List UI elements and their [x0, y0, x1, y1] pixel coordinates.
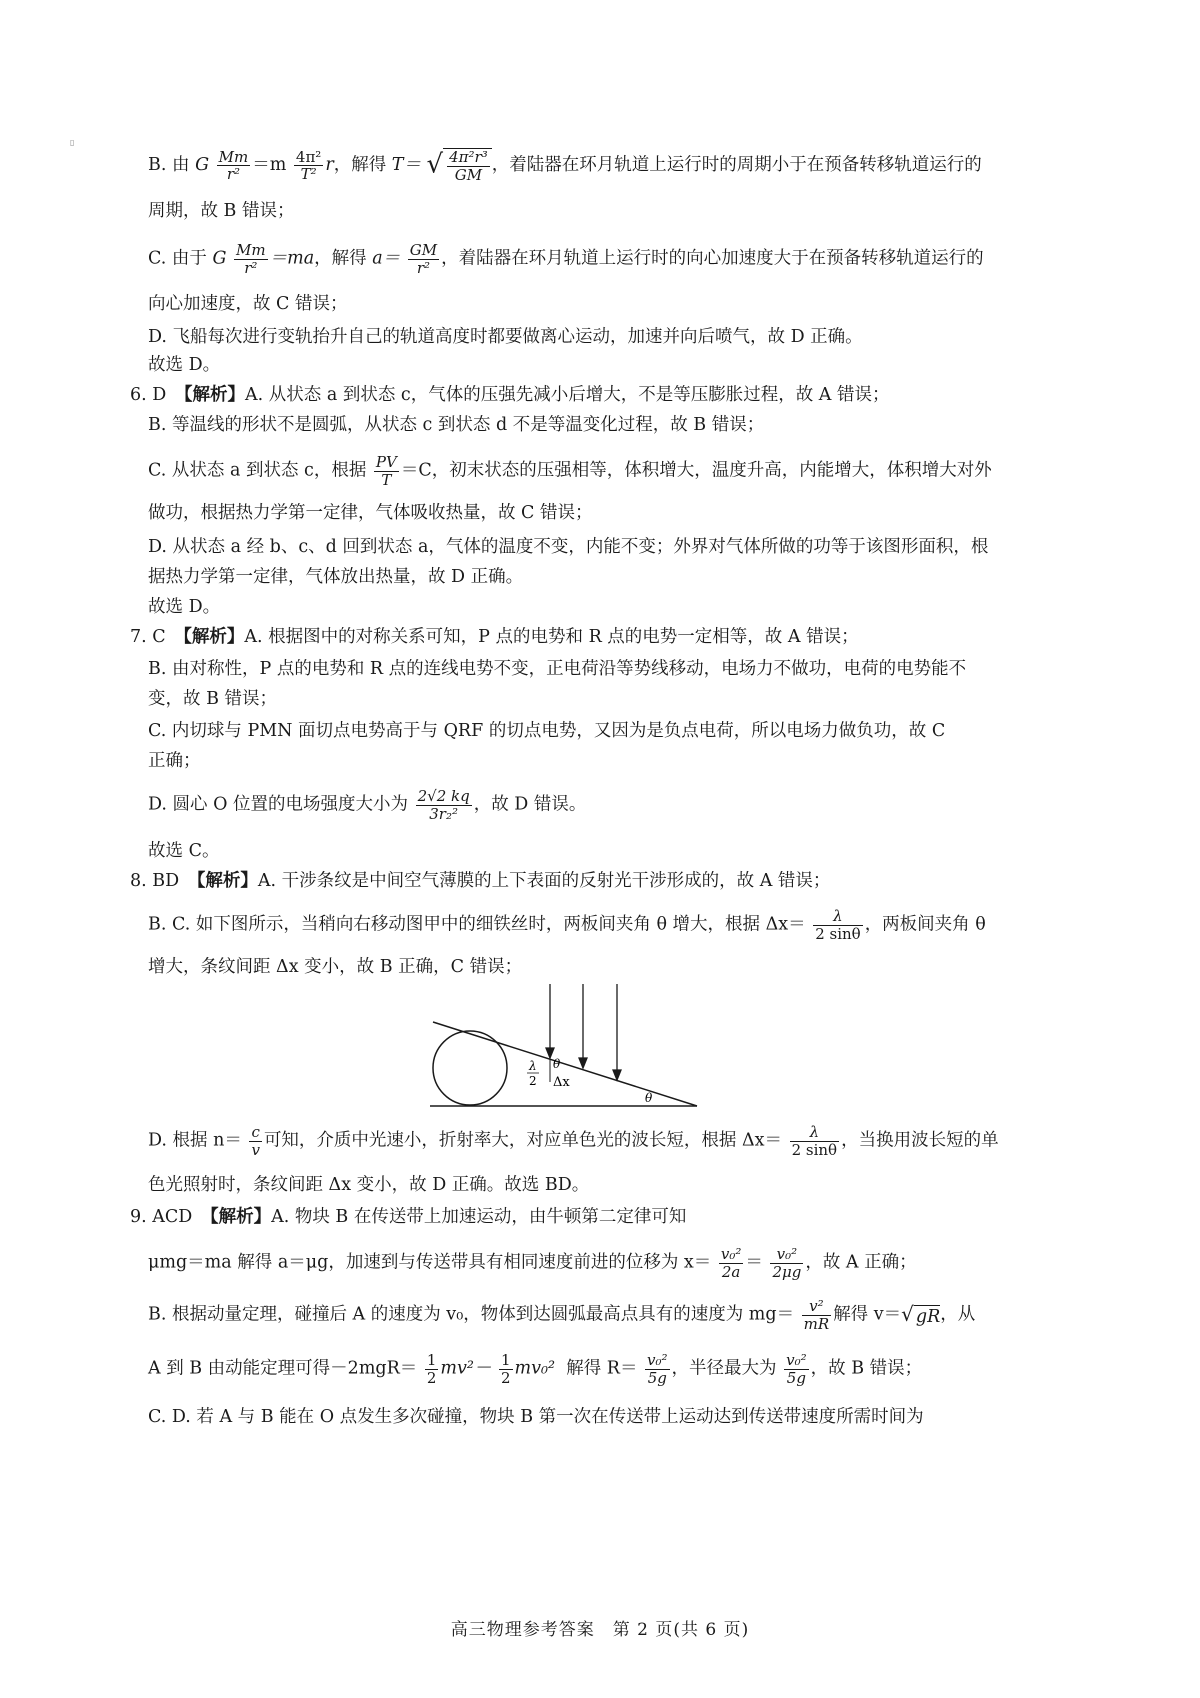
fraction-v02-2a: $\frac{\text{v₀²}}{2a}$: [720, 1245, 742, 1281]
line-q6-c-cont: 做功，根据热力学第一定律，气体吸收热量，故 C 错误；: [148, 503, 593, 523]
lambda-half-num: λ: [529, 1059, 537, 1073]
top-plate: [433, 1022, 697, 1106]
fraction-gm-r2: $\frac{GM}{\text{r²}}$: [409, 241, 438, 277]
fraction-half-2: $\frac{1}{2}$: [501, 1351, 511, 1387]
line-5c-cont: 向心加速度，故 C 错误；: [148, 294, 348, 314]
lambda-half-den: 2: [529, 1074, 537, 1088]
line-q8-bc-cont: 增大，条纹间距 Δx 变小，故 B 正确，C 错误；: [148, 957, 523, 977]
line-5b-cont: 周期，故 B 错误；: [148, 201, 295, 221]
page-footer: 高三物理参考答案 第 2 页(共 6 页): [450, 1620, 750, 1640]
line-q7-b: B. 由对称性，P 点的电势和 R 点的连线电势不变，正电荷沿等势线移动，电场力不做功，电荷的电势能不: [148, 659, 967, 679]
delta-x-label: Δx: [553, 1075, 570, 1090]
fraction-mm-r2: $\frac{Mm}{\text{r²}}$: [218, 147, 249, 183]
line-q8-d-cont: 色光照射时，条纹间距 Δx 变小，故 D 正确。故选 BD。: [148, 1175, 590, 1195]
line-q7-d: D. 圆心 O 位置的电场强度大小为 $\frac{2√2 kq}{\text{3r₂²}}$ ，故 D 错误。: [148, 787, 587, 823]
line-q7-c: C. 内切球与 PMN 面切点电势高于与 QRF 的切点电势，又因为是负点电荷，所以电场力做负功，故 C: [148, 721, 946, 741]
fraction-v2-mr: $\frac{\text{v²}}{mR}$: [803, 1297, 830, 1333]
theta-top-label: θ: [553, 1057, 561, 1071]
sqrt-period-formula: √ $\frac{\text{4π²r³}}{GM}$: [427, 148, 492, 183]
line-q6-d: D. 从状态 a 经 b、c、d 回到状态 a，气体的温度不变，内能不变；外界对气体所做的功等于该图形面积，根: [148, 537, 989, 557]
line-5-choice: 故选 D。: [148, 355, 221, 375]
line-q8-head: 8. BD 【解析】A. 干涉条纹是中间空气薄膜的上下表面的反射光干涉形成的，故 A 错误；: [130, 871, 831, 891]
corner-mark: ▯: [70, 138, 75, 147]
line-q9-b-cont: A 到 B 由动能定理可得－2mgR＝ $\frac{1}{2}$ mv²－ $\frac{1}{2}$ mv₀² 解得 R＝ $\frac{\text{v₀²}}{5g}$ ，半径最大为 $\frac{\text{v₀²}}{5g}$ ，故 B 错误；: [148, 1351, 923, 1387]
line-q7-b-cont: 变，故 B 错误；: [148, 689, 277, 709]
fraction-v02-2mug: $\frac{\text{v₀²}}{2\mu g}$: [772, 1245, 802, 1281]
line-q7-choice: 故选 C。: [148, 841, 220, 861]
line-q6-b: B. 等温线的形状不是圆弧，从状态 c 到状态 d 不是等温变化过程，故 B 错误；: [148, 415, 765, 435]
line-q9-cd: C. D. 若 A 与 B 能在 O 点发生多次碰撞，物块 B 第一次在传送带上运动达到传送带速度所需时间为: [148, 1407, 924, 1427]
line-q8-bc: B. C. 如下图所示，当稍向右移动图甲中的细铁丝时，两板间夹角 θ 增大，根据 Δx＝ $\frac{\lambda}{2 \sin\theta}$ ，两板间夹角 θ: [148, 907, 986, 943]
line-q9-a: μmg＝ma 解得 a＝μg，加速到与传送带具有相同速度前进的位移为 x＝ $\frac{\text{v₀²}}{2a}$ ＝ $\frac{\text{v₀²}}{2\mu g}$ ，故 A 正确；: [148, 1245, 917, 1281]
line-q9-head: 9. ACD 【解析】A. 物块 B 在传送带上加速运动，由牛顿第二定律可知: [130, 1207, 687, 1227]
fraction-r-1: $\frac{\text{v₀²}}{5g}$: [647, 1351, 668, 1387]
line-q7-c-cont: 正确；: [148, 751, 201, 771]
theta-bottom-label: θ: [645, 1091, 653, 1105]
line-q6-choice: 故选 D。: [148, 597, 221, 617]
iron-wire-circle: [433, 1031, 507, 1105]
sqrt-gr: √ gR: [901, 1302, 941, 1327]
fraction-r-2: $\frac{\text{v₀²}}{5g}$: [786, 1351, 807, 1387]
line-5d: D. 飞船每次进行变轨抬升自己的轨道高度时都要做离心运动，加速并向后喷气，故 D 正确。: [148, 327, 863, 347]
line-q9-b: B. 根据动量定理，碰撞后 A 的速度为 v₀，物体到达圆弧最高点具有的速度为 mg＝ $\frac{\text{v²}}{mR}$ 解得 v＝√ gR，从: [148, 1297, 976, 1333]
fraction-field-strength: $\frac{2√2 kq}{\text{3r₂²}}$: [417, 787, 470, 823]
line-q7-head: 7. C 【解析】A. 根据图中的对称关系可知，P 点的电势和 R 点的电势一定相等，故 A 错误；: [130, 627, 859, 647]
fraction-mm-r2-c: $\frac{Mm}{\text{r²}}$: [236, 241, 266, 277]
line-5c-formula: C. 由于 G $\frac{Mm}{\text{r²}}$ ＝ma，解得 a＝ $\frac{GM}{\text{r²}}$ ，着陆器在环月轨道上运行时的向心加速度大于在预备转移轨道运行的: [148, 241, 984, 277]
fraction-half-1: $\frac{1}{2}$: [426, 1351, 437, 1387]
line-q8-d: D. 根据 n＝ $\frac{c}{v}$ 可知，介质中光速小，折射率大，对应单色光的波长短，根据 Δx＝ $\frac{\lambda}{2 \sin\theta}$ ，当换用波长短的单: [148, 1123, 999, 1159]
fraction-c-v: $\frac{c}{v}$: [251, 1123, 260, 1159]
line-q6-d-cont: 据热力学第一定律，气体放出热量，故 D 正确。: [148, 567, 524, 587]
air-wedge-diagram: [425, 982, 705, 1112]
line-q6-head: 6. D 【解析】A. 从状态 a 到状态 c，气体的压强先减小后增大，不是等压膨胀过程，故 A 错误；: [130, 385, 890, 405]
line-5b-formula: B. 由 G $\frac{Mm}{\text{r²}}$ ＝m $\frac{\text{4π²}}{\text{T²}}$ r，解得 T＝ √ $\frac{\text{4π²r³}}{GM}$ ，着陆器在环月轨道上运行时的周期小于在预备转移轨道运行的: [148, 147, 982, 184]
fraction-pv-t: $\frac{PV}{T}$: [375, 453, 397, 489]
fraction-dx-1: $\frac{\lambda}{2 \sin\theta}$: [815, 907, 861, 943]
fraction-4pi2-t2: $\frac{\text{4π²}}{\text{T²}}$: [295, 147, 322, 183]
line-q6-c: C. 从状态 a 到状态 c，根据 $\frac{PV}{T}$ ＝C，初末状态的压强相等，体积增大，温度升高，内能增大，体积增大对外: [148, 453, 992, 489]
fraction-dx-2: $\frac{\lambda}{2 \sin\theta}$: [791, 1123, 838, 1159]
